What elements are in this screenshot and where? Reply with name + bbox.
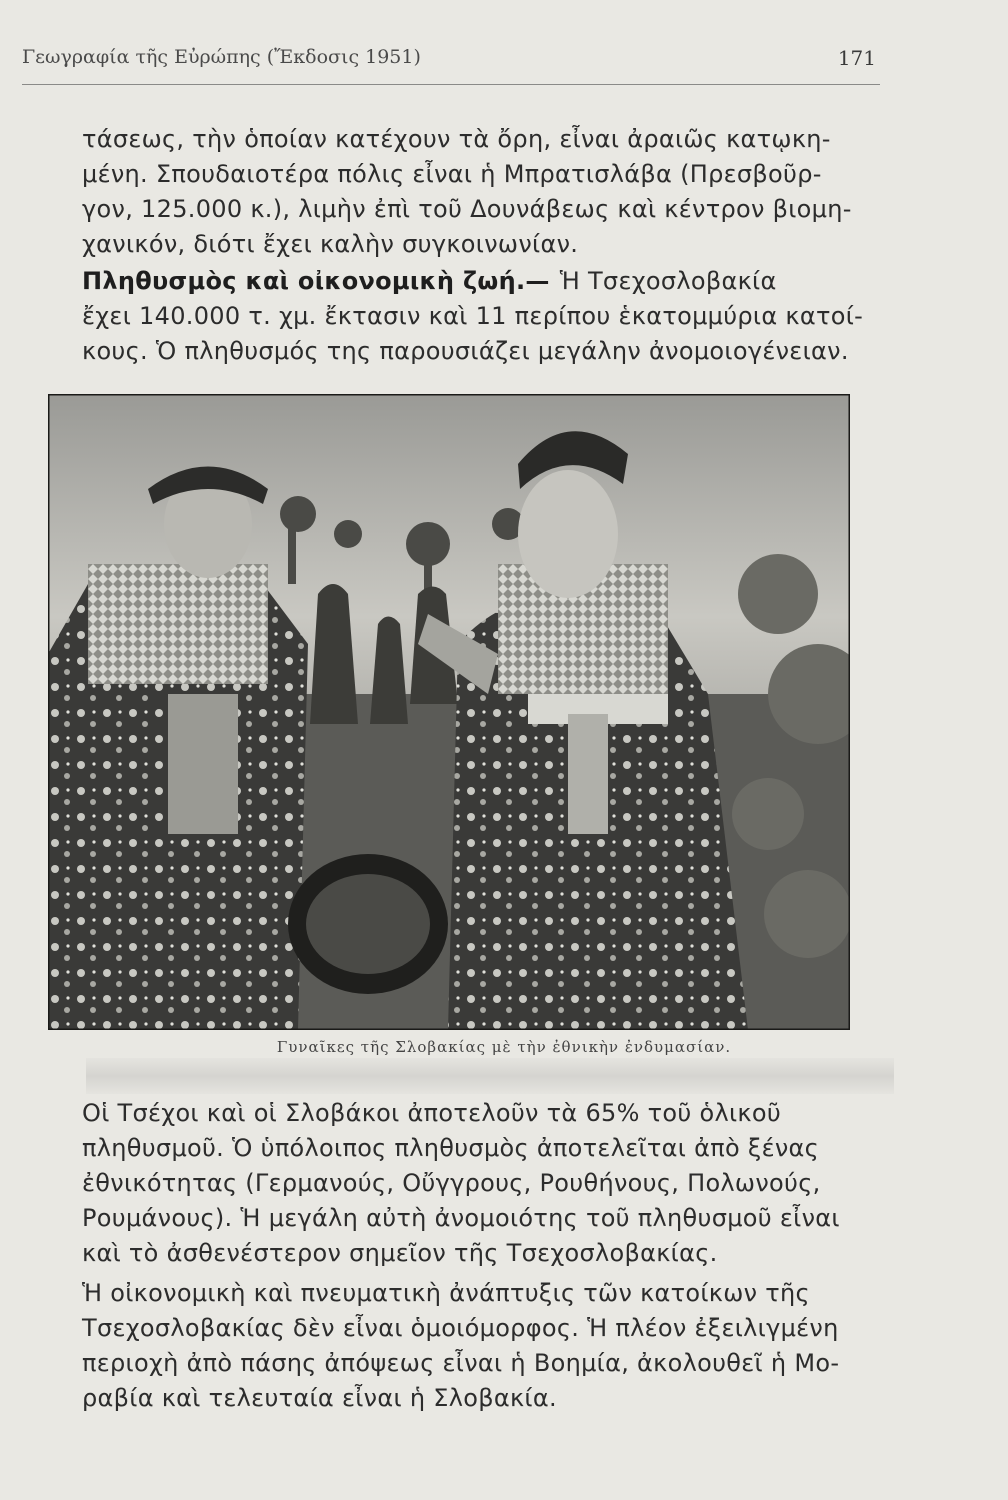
text-line: κους. Ὁ πληθυσμός της παρουσιάζει μεγάλην ἀνομοιογένειαν.	[82, 337, 849, 365]
text-line: γον, 125.000 κ.), λιμὴν ἐπὶ τοῦ Δουνάβεως καὶ κέντρον βιομη-	[82, 195, 852, 223]
figure-caption: Γυναῖκες τῆς Σλοβακίας μὲ τὴν ἐθνικὴν ἐνδυμασίαν.	[276, 1038, 732, 1056]
text-line: ἐθνικότητας (Γερμανούς, Οὔγγρους, Ρουθήνους, Πολωνούς,	[82, 1169, 821, 1197]
text-line: περιοχὴ ἀπὸ πάσης ἀπόψεως εἶναι ἡ Βοημία, ἀκολουθεῖ ἡ Μο-	[82, 1349, 840, 1377]
text-line: Ρουμάνους). Ἡ μεγάλη αὐτὴ ἀνομοιότης τοῦ πληθυσμοῦ εἶναι	[82, 1204, 840, 1232]
show-through-smudge	[86, 1058, 894, 1094]
text-line: καὶ τὸ ἀσθενέστερον σημεῖον τῆς Τσεχοσλοβακίας.	[82, 1239, 718, 1267]
paragraph-development	[82, 1276, 892, 1416]
text-line: μένη. Σπουδαιοτέρα πόλις εἶναι ἡ Μπρατισλάβα (Πρεσβοῦρ-	[82, 160, 822, 188]
text-line: πληθυσμοῦ. Ὁ ὑπόλοιπος πληθυσμὸς ἀποτελεῖται ἀπὸ ξένας	[82, 1134, 820, 1162]
text-line: ραβία καὶ τελευταία εἶναι ἡ Σλοβακία.	[82, 1384, 557, 1412]
text-line: Ἡ οἰκονομικὴ καὶ πνευματικὴ ἀνάπτυξις τῶν κατοίκων τῆς	[82, 1279, 810, 1307]
text-line: χανικόν, διότι ἔχει καλὴν συγκοινωνίαν.	[82, 230, 579, 258]
photograph-slovak-women	[48, 394, 850, 1030]
text-line: Οἱ Τσέχοι καὶ οἱ Σλοβάκοι ἀποτελοῦν τὰ 65% τοῦ ὁλικοῦ	[82, 1099, 782, 1127]
text-line: Τσεχοσλοβακίας δὲν εἶναι ὁμοιόμορφος. Ἡ πλέον ἐξειλιγμένη	[82, 1314, 839, 1342]
text-line: τάσεως, τὴν ὁποίαν κατέχουν τὰ ὄρη, εἶναι ἀραιῶς κατῳκη-	[82, 125, 831, 153]
paragraph-nationalities	[82, 1096, 892, 1271]
text-line: ἔχει 140.000 τ. χμ. ἔκτασιν καὶ 11 περίπου ἑκατομμύρια κατοί-	[82, 302, 864, 330]
page-number: 171	[837, 46, 876, 70]
running-header	[22, 44, 880, 85]
header-title: Γεωγραφία τῆς Εὐρώπης (Ἔκδοσις 1951)	[22, 46, 421, 68]
paragraph-population	[82, 264, 892, 369]
text-line	[82, 264, 892, 299]
paragraph-intro	[82, 122, 892, 262]
text-run: Ἡ Τσεχοσλοβακία	[559, 267, 777, 295]
section-heading: Πληθυσμὸς καὶ οἰκονομικὴ ζωή.—	[82, 267, 550, 295]
